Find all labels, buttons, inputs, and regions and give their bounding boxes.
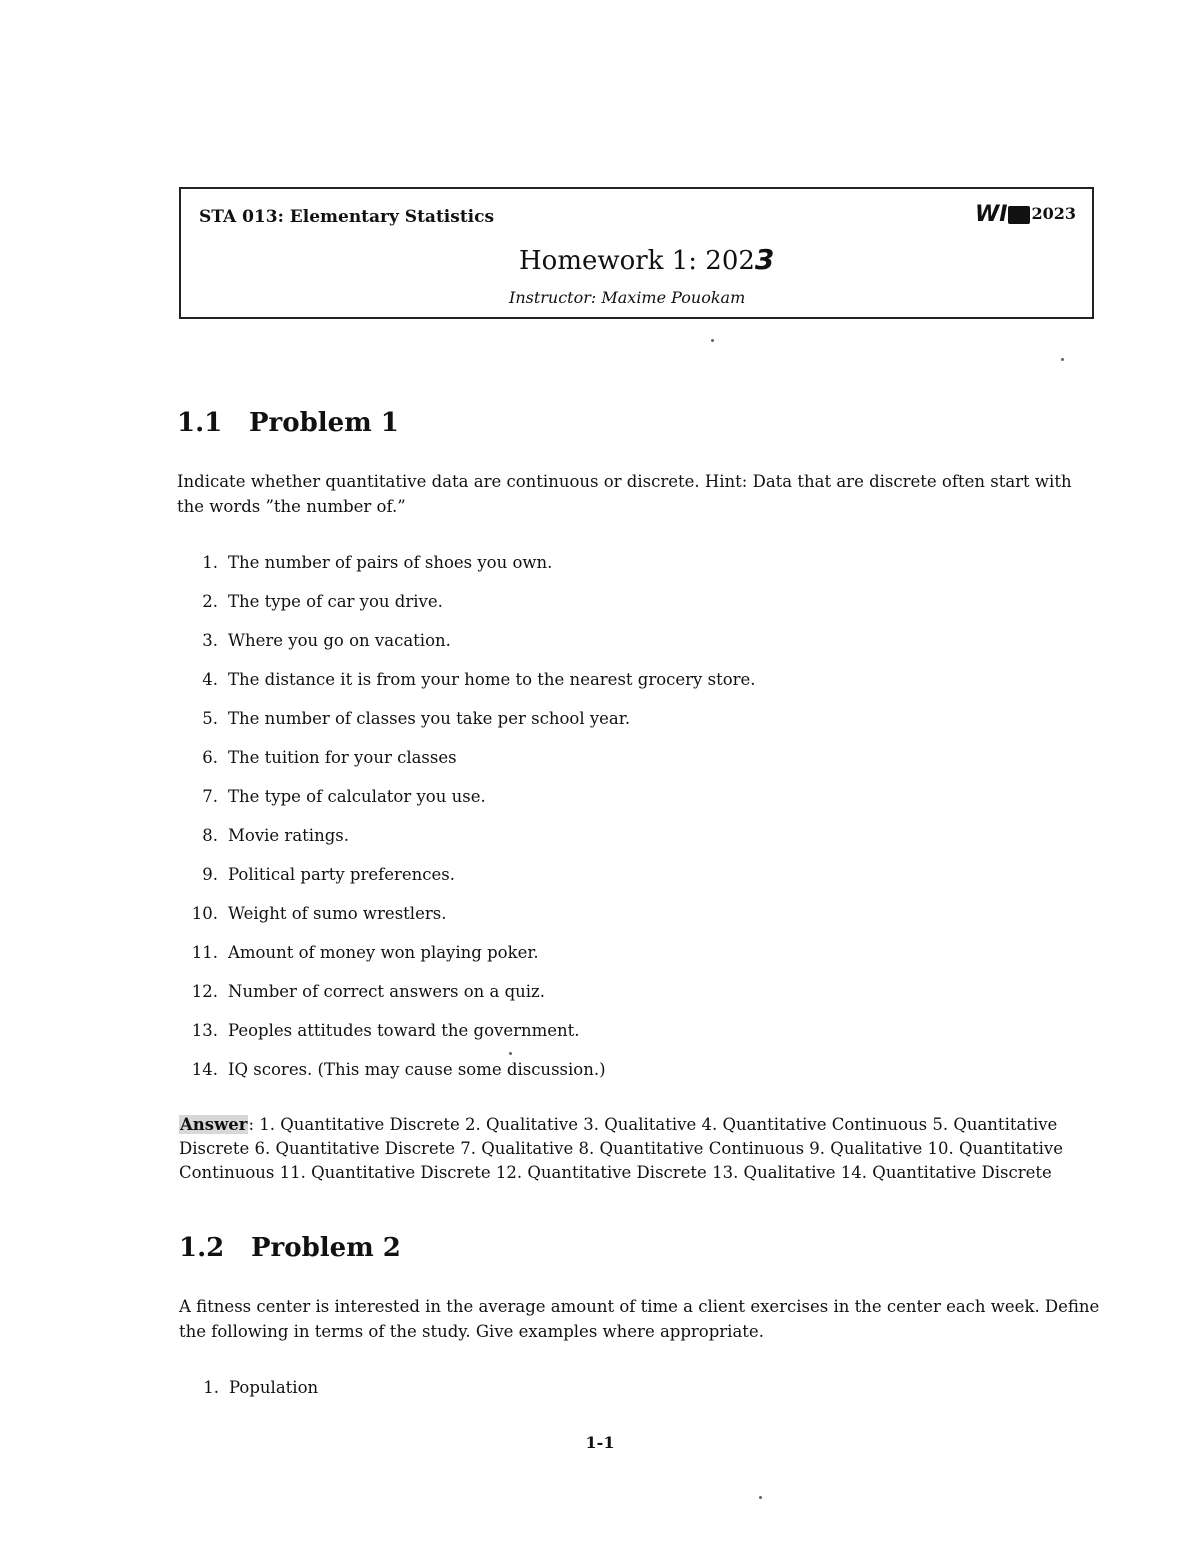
problem2-prompt: A fitness center is interested in the average amount of time a client exercises in the center each week. Define the following in terms of the study. Give examples where appropriate. (179, 1297, 1100, 1341)
list-item (188, 747, 457, 769)
list-item-number: 9. (202, 865, 218, 884)
list-item (188, 1020, 580, 1042)
term-label (975, 201, 1076, 227)
list-item (188, 708, 630, 730)
list-item-number: 4. (202, 670, 218, 689)
header-box (179, 187, 1094, 319)
course-title: STA 013: Elementary Statistics (199, 207, 495, 227)
answer-label: Answer (180, 1115, 248, 1134)
problem2-title: Problem 2 (251, 1233, 401, 1263)
list-item-number: 12. (191, 982, 218, 1001)
list-item (188, 1059, 606, 1081)
list-item-number: 11. (191, 943, 218, 962)
problem1-title: Problem 1 (249, 408, 399, 438)
list-item-text: The type of car you drive. (228, 592, 443, 611)
list-item-number: 6. (202, 748, 218, 767)
list-item-text: The number of pairs of shoes you own. (228, 553, 553, 572)
list-item-text: The number of classes you take per school year. (228, 709, 631, 728)
list-item-number: 3. (202, 631, 218, 650)
term-year: 2023 (1031, 204, 1076, 223)
list-item-number: 5. (202, 709, 218, 728)
list-item-text: Population (229, 1378, 319, 1397)
problem1-heading (177, 408, 399, 438)
scan-speck (711, 339, 714, 342)
list-item-number: 14. (191, 1060, 218, 1079)
list-item-number: 2. (202, 592, 218, 611)
list-item (189, 1377, 318, 1399)
list-item-number: 8. (202, 826, 218, 845)
list-item-text: Political party preferences. (228, 865, 455, 884)
list-item-number: 1. (202, 553, 218, 572)
list-item-number: 13. (191, 1021, 218, 1040)
list-item (188, 864, 455, 886)
list-item-number: 1. (203, 1378, 219, 1397)
term-prefix: WI (975, 202, 1008, 227)
list-item (188, 903, 446, 925)
list-item (188, 825, 349, 847)
list-item (188, 630, 451, 652)
list-item-text: Where you go on vacation. (228, 631, 451, 650)
list-item-text: Weight of sumo wrestlers. (228, 904, 447, 923)
problem2-heading (179, 1233, 401, 1263)
list-item-text: The distance it is from your home to the nearest grocery store. (228, 670, 756, 689)
list-item-text: Peoples attitudes toward the government. (228, 1021, 580, 1040)
scribble-mark (1008, 206, 1030, 224)
answer-text: : 1. Quantitative Discrete 2. Qualitative 3. Qualitative 4. Quantitative Continuous 5. Quantitative Discrete 6. Quantitative Discrete 7. Qualitative 8. Quantitative Continuous 9. Qualitative 10. Quantitative Continuous 11. Quantitative Discrete 12. Quantitative Discrete 13. Qualitative 14. Quantitative Discrete (179, 1115, 1064, 1182)
problem2-number: 1.2 (179, 1233, 225, 1263)
list-item-text: Amount of money won playing poker. (228, 943, 539, 962)
problem1-prompt: Indicate whether quantitative data are continuous or discrete. Hint: Data that are discrete often start with the words ”the number of.” (177, 472, 1072, 516)
list-item-text: Number of correct answers on a quiz. (228, 982, 545, 1001)
list-item (188, 669, 756, 691)
list-item (188, 786, 486, 808)
list-item (188, 942, 539, 964)
list-item-text: The tuition for your classes (228, 748, 457, 767)
instructor-line: Instructor: Maxime Pouokam (509, 288, 746, 307)
list-item (188, 981, 545, 1003)
scan-speck (1061, 358, 1064, 361)
list-item-text: The type of calculator you use. (228, 787, 486, 806)
list-item-number: 7. (202, 787, 218, 806)
page-number: 1-1 (585, 1433, 615, 1452)
problem1-number: 1.1 (177, 408, 223, 438)
homework-title-digit: 3 (754, 243, 775, 276)
list-item-number: 10. (191, 904, 218, 923)
list-item-text: IQ scores. (This may cause some discussion.) (228, 1060, 606, 1079)
list-item (188, 552, 552, 574)
homework-title (519, 243, 774, 276)
list-item (188, 591, 443, 613)
problem1-answer (179, 1113, 1104, 1185)
list-item-text: Movie ratings. (228, 826, 349, 845)
homework-title-main: Homework 1: 202 (519, 246, 755, 276)
scan-speck (509, 1052, 512, 1055)
scan-speck (759, 1496, 762, 1499)
